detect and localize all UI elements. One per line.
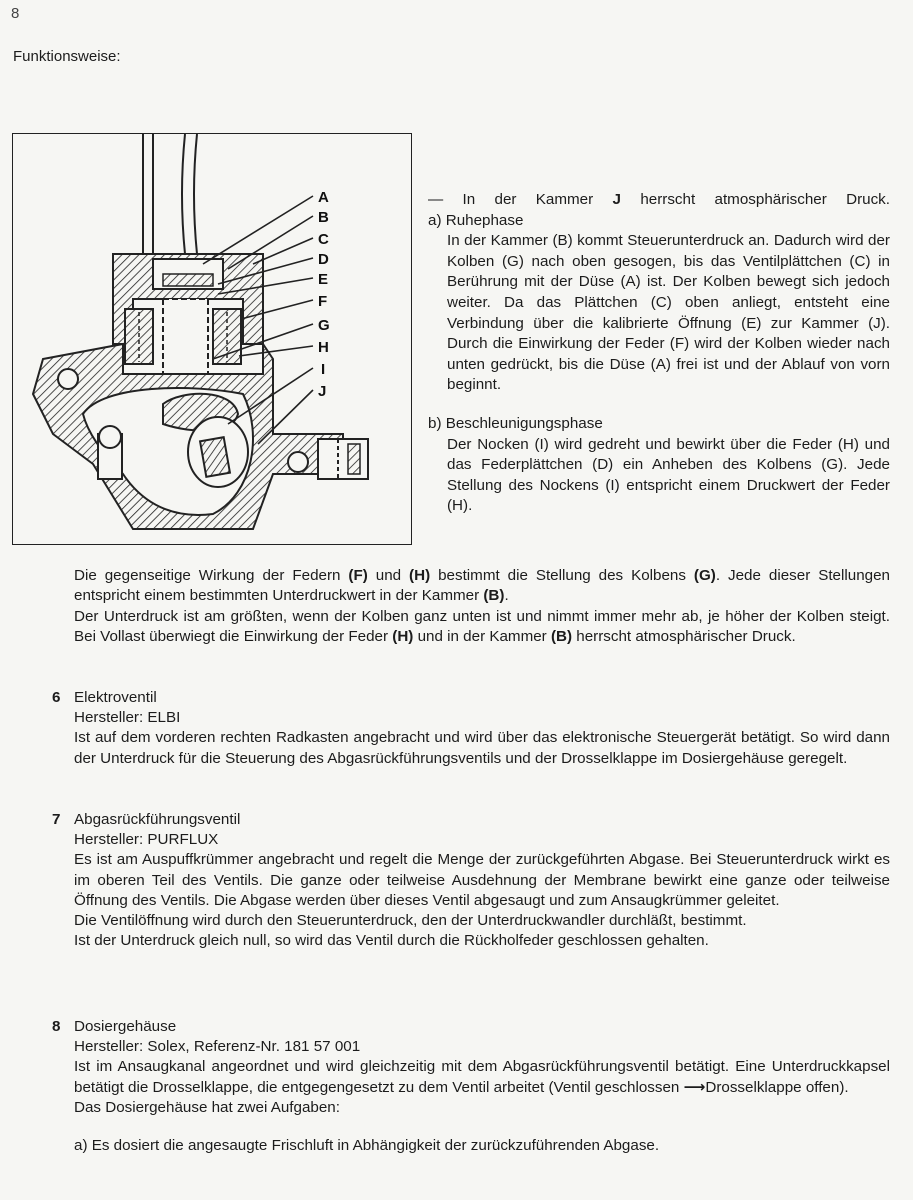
section-heading: Funktionsweise: <box>13 48 121 65</box>
page-number: 8 <box>11 5 20 22</box>
arrow-icon: ⟶ <box>683 1078 706 1096</box>
acceleration-phase-text: Der Nocken (I) wird gedreht und bewirkt über die Feder (H) und das Federplättchen (D) ein Anheben des Kolbens (G). Jede Stellung des Nockens (I) entspricht einem Druckwert der Feder (H). <box>447 435 890 515</box>
intro-tail: herrscht atmosphärischer Druck. <box>620 191 890 208</box>
spring-interaction-paragraph: Die gegenseitige Wirkung der Federn (F) und (H) bestimmt die Stellung des Kolbens (G). Jede dieser Stellungen entspricht einem bestimmten Unterdruckwert in der Kammer (B). <box>74 567 890 605</box>
label-a: A <box>318 189 329 206</box>
label-g: G <box>318 317 330 334</box>
rest-phase-title: a) Ruhephase <box>428 211 524 229</box>
item-text: Es ist am Auspuffkrümmer angebracht und regelt die Menge der zurückgeführten Abgase. Bei Steuerunterdruck wirkt es im oberen Teil des Ventils. Die ganze oder teilweise Ausdehnung der Membrane bewirkt eine ganze oder teilweise Öffnung des Ventils. Die Abgase werden über dieses Ventil abgesaugt und zum Ansaugkrümmer geleitet. <box>74 851 890 909</box>
label-b: B <box>318 209 329 226</box>
item-title: Elektroventil <box>74 689 157 706</box>
rest-phase-text: In der Kammer (B) kommt Steuerunterdruck an. Dadurch wird der Kolben (G) nach oben gesogen, bis das Ventilplättchen (C) in Berührung mit der Düse (A) ist. Der Kolben bewegt sich jedoch weiter. Da das Plättchen (C) oben anliegt, entsteht eine Verbindung über die kalibrierte Öffnung (E) zur Kammer (J). Durch die Einwirkung der Feder (F) wird der Kolben wieder nach unten gedrückt, bis die Düse (A) frei ist und der Ablauf von vorn beginnt. <box>447 232 890 394</box>
item-7-egr-valve <box>52 810 890 951</box>
item-maker: Hersteller: Solex, Referenz-Nr. 181 57 001 <box>74 1038 361 1056</box>
item-text: Das Dosiergehäuse hat zwei Aufgaben: <box>74 1098 340 1116</box>
item-maker: Hersteller: PURFLUX <box>74 831 219 849</box>
vacuum-paragraph: Der Unterdruck ist am größten, wenn der Kolben ganz unten ist und nimmt immer mehr ab, je höher der Kolben steigt. Bei Vollast überwiegt die Einwirkung der Feder (H) und in der Kammer (B) herrscht atmosphärischer Druck. <box>74 608 890 646</box>
item-text: Ist im Ansaugkanal angeordnet und wird gleichzeitig mit dem Abgasrückführungsventil betätigt. Eine Unterdruckkapsel betätigt die Drosselklappe, die entgegengesetzt zu dem Ventil arbeitet (Ventil geschlossen ⟶Drosselklappe offen). <box>74 1058 890 1096</box>
item-text: Die Ventilöffnung wird durch den Steuerunterdruck, den der Unterdruckwandler durchläßt, bestimmt. <box>74 912 747 930</box>
item-text: Ist auf dem vorderen rechten Radkasten angebracht und wird über das elektronische Steuergerät betätigt. So wird dann der Unterdruck für die Steuerung des Abgasrückführungsventils und der Drosselklappe im Dosiergehäuse geregelt. <box>74 729 890 767</box>
item-title: Abgasrückführungsventil <box>74 811 241 828</box>
valve-diagram <box>12 133 412 545</box>
dash: — <box>428 191 444 208</box>
item-number: 7 <box>52 811 61 828</box>
label-h: H <box>318 339 329 356</box>
label-f: F <box>318 293 328 310</box>
intro-bold: J <box>612 191 621 208</box>
item-maker: Hersteller: ELBI <box>74 709 181 727</box>
item-text: Ist der Unterdruck gleich null, so wird das Ventil durch die Rückholfeder geschlossen gehalten. <box>74 932 709 950</box>
label-c: C <box>318 231 329 248</box>
item-number: 8 <box>52 1018 61 1035</box>
item-8-dosing-housing <box>52 1017 890 1156</box>
item-title: Dosiergehäuse <box>74 1018 177 1035</box>
label-i: I <box>321 361 326 378</box>
chamber-j-note <box>428 190 890 211</box>
label-e: E <box>318 271 329 288</box>
label-j: J <box>318 383 327 400</box>
label-d: D <box>318 251 329 268</box>
list-item-a: a) Es dosiert die angesaugte Frischluft in Abhängigkeit der zurückzuführenden Abgase. <box>74 1137 660 1155</box>
phase-description <box>428 190 890 517</box>
acceleration-phase-title: b) Beschleunigungsphase <box>428 414 603 432</box>
item-number: 6 <box>52 689 61 706</box>
item-6-electrovalve <box>52 688 890 769</box>
valve-cross-section <box>13 134 410 543</box>
intro-text: In der Kammer <box>443 191 613 208</box>
